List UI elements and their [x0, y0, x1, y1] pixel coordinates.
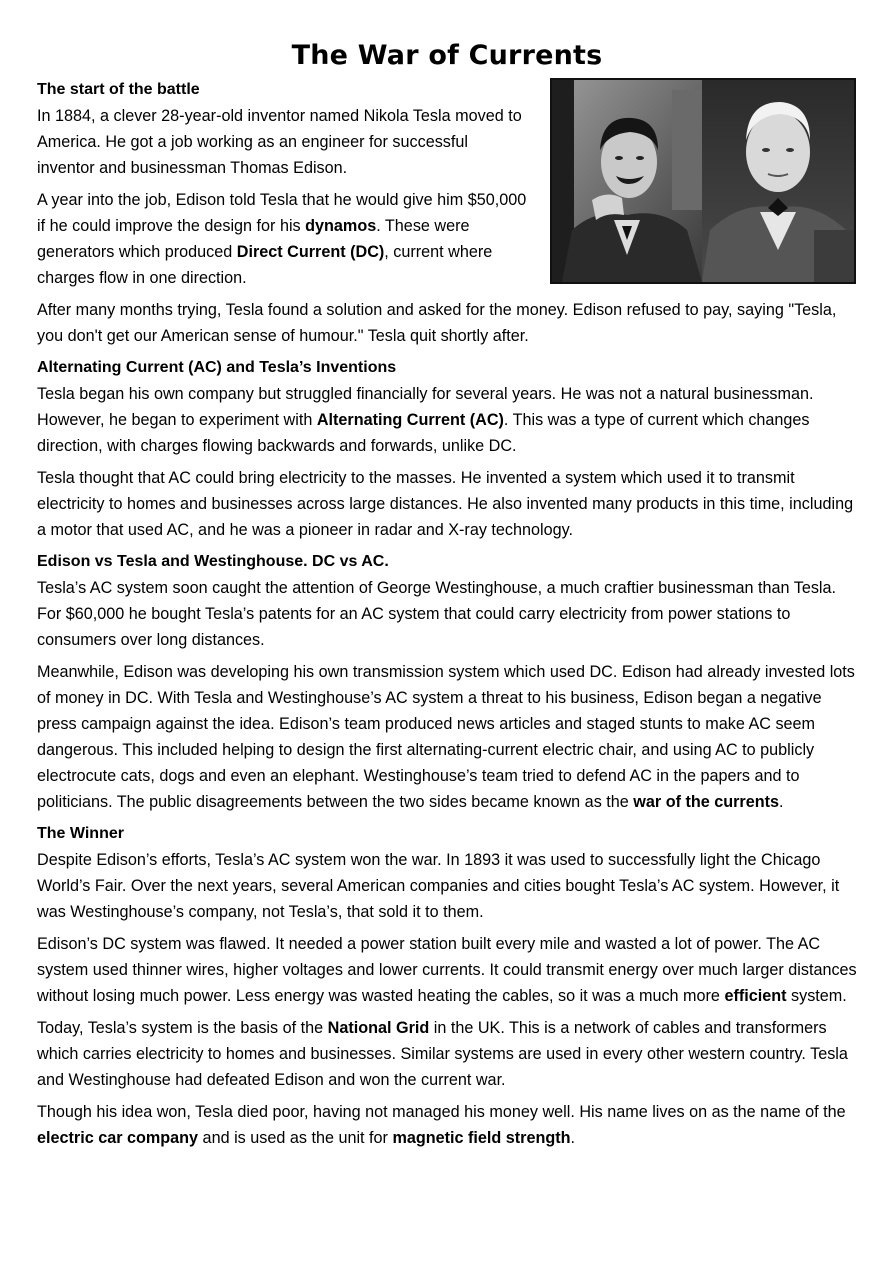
section-heading: Alternating Current (AC) and Tesla’s Inventions: [37, 359, 397, 376]
key-term: efficient: [724, 987, 787, 1005]
worksheet-page: [37, 40, 857, 1157]
paragraph: Though his idea won, Tesla died poor, having not managed his money well. His name lives on as the name of the electric car company and is used as the unit for magnetic field strength.: [37, 1103, 846, 1147]
paragraph: After many months trying, Tesla found a solution and asked for the money. Edison refused to pay, saying "Tesla, you don't get our American sense of humour." Tesla quit shortly after.: [37, 301, 837, 345]
section-heading: Edison vs Tesla and Westinghouse. DC vs AC.: [37, 553, 389, 570]
paragraph: Edison’s DC system was flawed. It needed a power station built every mile and wasted a lot of power. The AC system used thinner wires, higher voltages and lower currents. It could transmit energy over much larger distances without losing much power. Less energy was wasted heating the cables, so it was a much more efficient system.: [37, 935, 857, 1005]
paragraph: Tesla’s AC system soon caught the attention of George Westinghouse, a much craftier businessman than Tesla. For $60,000 he bought Tesla’s patents for an AC system that could carry electricity from power stations to consumers over long distances.: [37, 579, 837, 649]
key-term: dynamos: [305, 217, 377, 235]
paragraph: Tesla began his own company but struggled financially for several years. He was not a natural businessman. However, he began to experiment with Alternating Current (AC). This was a type of current which changes direction, with charges flowing backwards and forwards, unlike DC.: [37, 385, 814, 455]
page-title: The War of Currents: [291, 40, 603, 71]
section-heading: The start of the battle: [37, 81, 200, 98]
paragraph: A year into the job, Edison told Tesla that he would give him $50,000 if he could improve the design for his dynamos. These were generators which produced Direct Current (DC), current where charges flow in one direction.: [37, 191, 527, 287]
tesla-edison-photo: [550, 78, 856, 284]
key-term: electric car company: [37, 1129, 199, 1147]
key-term: Direct Current (DC): [236, 243, 385, 261]
paragraph: Tesla thought that AC could bring electricity to the masses. He invented a system which used it to transmit electricity to homes and businesses across large distances. He also invented many products in this time, including a motor that used AC, and he was a pioneer in radar and X-ray technology.: [37, 469, 854, 539]
key-term: war of the currents: [633, 793, 780, 811]
key-term: Alternating Current (AC): [316, 411, 504, 429]
paragraph: Despite Edison’s efforts, Tesla’s AC system won the war. In 1893 it was used to successfully light the Chicago World’s Fair. Over the next years, several American companies and cities bought Tesla’s AC system. However, it was Westinghouse’s company, not Tesla’s, that sold it to them.: [37, 851, 840, 921]
tesla-portrait: [552, 80, 702, 282]
paragraph: Meanwhile, Edison was developing his own transmission system which used DC. Edison had already invested lots of money in DC. With Tesla and Westinghouse’s AC system a threat to his business, Edison began a negative press campaign against the idea. Edison’s team produced news articles and staged stunts to make AC seem dangerous. This included helping to design the first alternating-current electric chair, and using AC to publicly electrocute cats, dogs and even an elephant. Westinghouse’s team tried to defend AC in the papers and to politicians. The public disagreements between the two sides became known as the war of the currents.: [37, 663, 855, 811]
section-heading: The Winner: [37, 825, 124, 842]
key-term: National Grid: [327, 1019, 430, 1037]
paragraph: In 1884, a clever 28-year-old inventor named Nikola Tesla moved to America. He got a job working as an engineer for successful inventor and businessman Thomas Edison.: [37, 107, 522, 177]
paragraph: Today, Tesla’s system is the basis of the National Grid in the UK. This is a network of cables and transformers which carries electricity to homes and businesses. Similar systems are used in every other western country. Tesla and Westinghouse had defeated Edison and won the current war.: [37, 1019, 848, 1089]
key-term: magnetic field strength: [392, 1129, 571, 1147]
edison-portrait: [702, 80, 854, 282]
